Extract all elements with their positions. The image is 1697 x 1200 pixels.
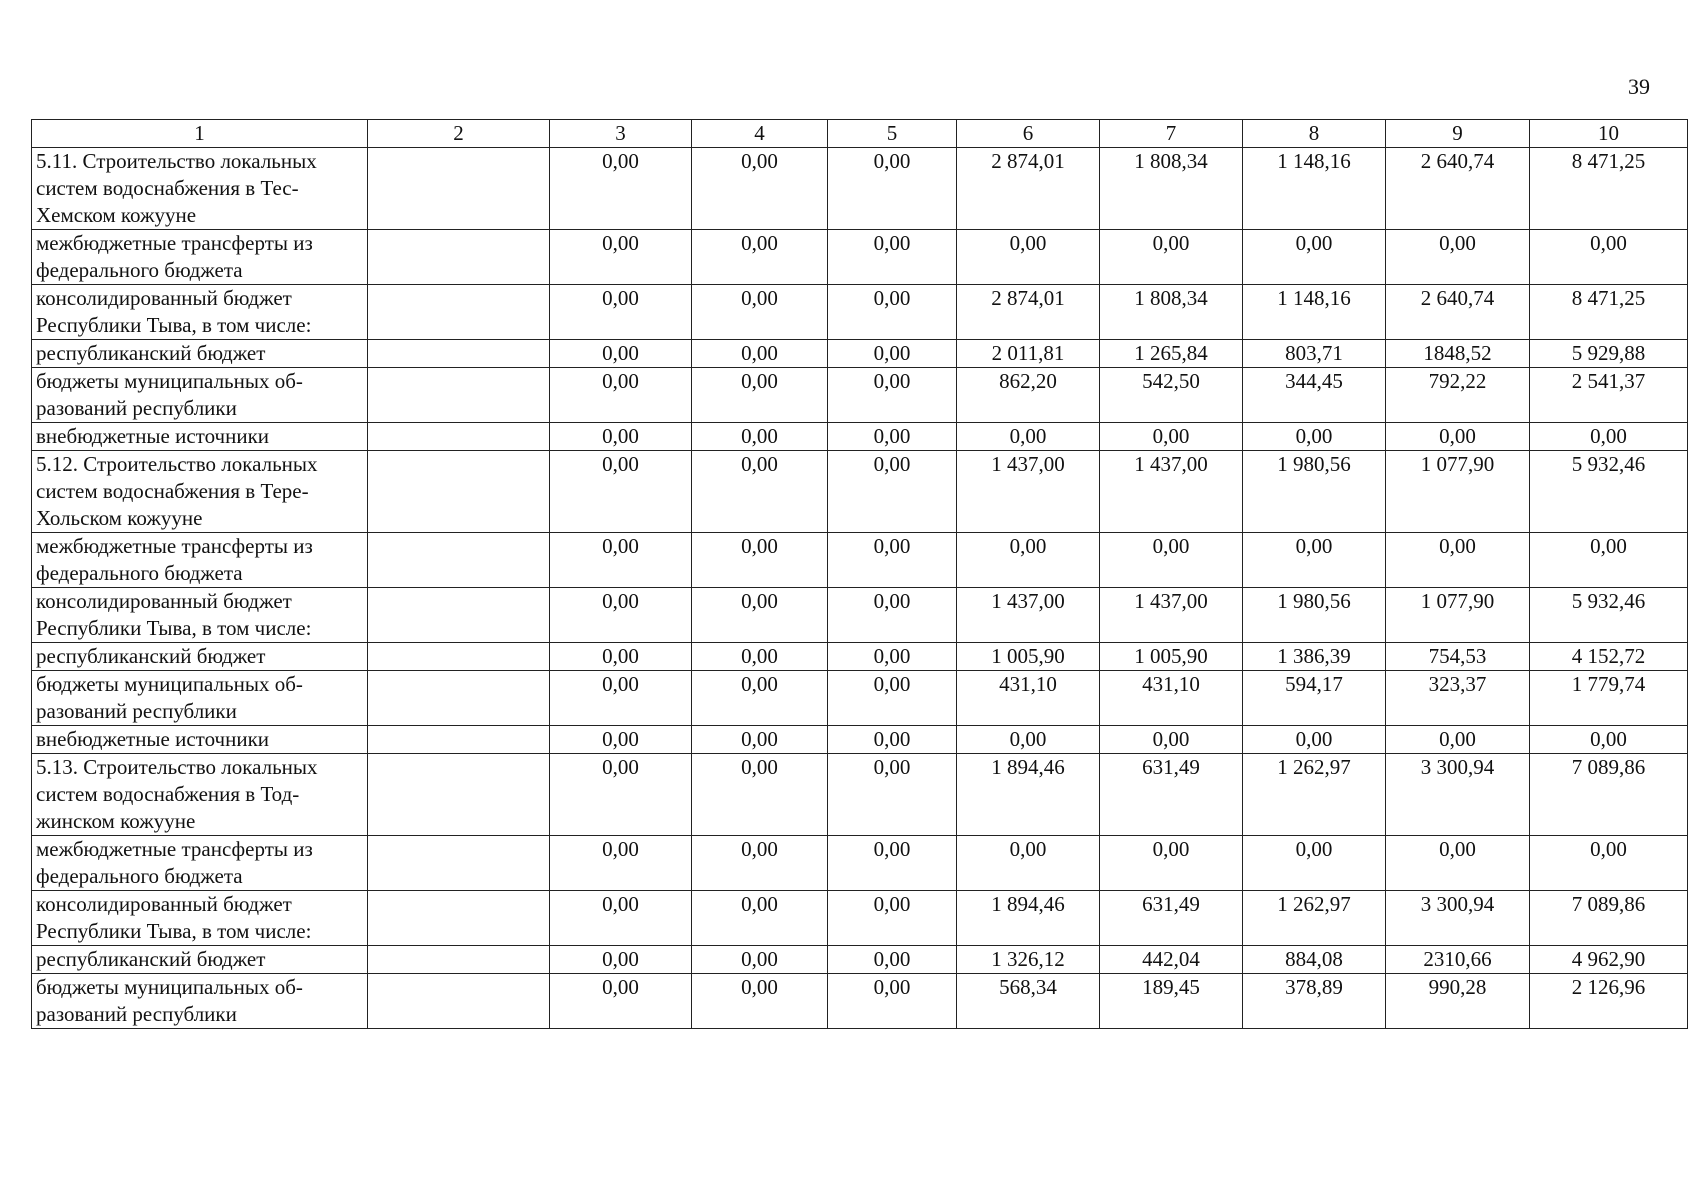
value-cell: 792,22	[1386, 368, 1530, 423]
value-cell: 803,71	[1243, 340, 1386, 368]
value-cell: 0,00	[692, 588, 828, 643]
column-header: 8	[1243, 120, 1386, 148]
value-cell: 5 929,88	[1530, 340, 1688, 368]
value-cell: 0,00	[828, 671, 957, 726]
value-cell: 1 148,16	[1243, 285, 1386, 340]
value-cell: 0,00	[692, 671, 828, 726]
table-row	[32, 340, 1688, 368]
value-cell: 0,00	[692, 451, 828, 533]
value-cell: 1 437,00	[957, 451, 1100, 533]
value-cell: 1 262,97	[1243, 754, 1386, 836]
empty-cell	[368, 285, 550, 340]
column-header: 1	[32, 120, 368, 148]
value-cell: 1 894,46	[957, 891, 1100, 946]
value-cell: 0,00	[692, 974, 828, 1029]
row-label: консолидированный бюджет Республики Тыва, в том числе:	[32, 588, 368, 643]
value-cell: 0,00	[550, 946, 692, 974]
row-label: 5.11. Строительство локальных систем водоснабжения в Тес-Хемском кожууне	[32, 148, 368, 230]
column-header: 5	[828, 120, 957, 148]
value-cell: 0,00	[1243, 230, 1386, 285]
value-cell: 3 300,94	[1386, 754, 1530, 836]
value-cell: 0,00	[692, 754, 828, 836]
value-cell: 0,00	[828, 340, 957, 368]
empty-cell	[368, 974, 550, 1029]
value-cell: 2 874,01	[957, 148, 1100, 230]
value-cell: 0,00	[828, 285, 957, 340]
row-label: 5.13. Строительство локальных систем водоснабжения в Тод-жинском кожууне	[32, 754, 368, 836]
empty-cell	[368, 891, 550, 946]
value-cell: 0,00	[828, 588, 957, 643]
table-row	[32, 230, 1688, 285]
empty-cell	[368, 946, 550, 974]
value-cell: 0,00	[828, 643, 957, 671]
value-cell: 0,00	[828, 946, 957, 974]
row-label: республиканский бюджет	[32, 643, 368, 671]
value-cell: 631,49	[1100, 891, 1243, 946]
row-label: внебюджетные источники	[32, 726, 368, 754]
value-cell: 2 541,37	[1530, 368, 1688, 423]
value-cell: 0,00	[957, 230, 1100, 285]
value-cell: 0,00	[692, 285, 828, 340]
value-cell: 0,00	[1243, 423, 1386, 451]
empty-cell	[368, 671, 550, 726]
column-header: 10	[1530, 120, 1688, 148]
value-cell: 754,53	[1386, 643, 1530, 671]
empty-cell	[368, 754, 550, 836]
value-cell: 594,17	[1243, 671, 1386, 726]
row-label: консолидированный бюджет Республики Тыва, в том числе:	[32, 891, 368, 946]
header-row	[32, 120, 1688, 148]
value-cell: 0,00	[550, 643, 692, 671]
value-cell: 1 265,84	[1100, 340, 1243, 368]
value-cell: 0,00	[692, 423, 828, 451]
column-header: 3	[550, 120, 692, 148]
value-cell: 0,00	[692, 643, 828, 671]
value-cell: 1 779,74	[1530, 671, 1688, 726]
table-row	[32, 423, 1688, 451]
value-cell: 5 932,46	[1530, 588, 1688, 643]
value-cell: 0,00	[550, 230, 692, 285]
value-cell: 1 808,34	[1100, 148, 1243, 230]
column-header: 4	[692, 120, 828, 148]
empty-cell	[368, 451, 550, 533]
value-cell: 0,00	[1530, 533, 1688, 588]
column-header: 9	[1386, 120, 1530, 148]
value-cell: 1 437,00	[957, 588, 1100, 643]
value-cell: 0,00	[828, 836, 957, 891]
value-cell: 0,00	[692, 946, 828, 974]
row-label: межбюджетные трансферты из федерального бюджета	[32, 836, 368, 891]
row-label: бюджеты муниципальных об-разований республики	[32, 671, 368, 726]
table-row	[32, 836, 1688, 891]
value-cell: 0,00	[550, 891, 692, 946]
table-row	[32, 451, 1688, 533]
value-cell: 990,28	[1386, 974, 1530, 1029]
value-cell: 884,08	[1243, 946, 1386, 974]
value-cell: 0,00	[1386, 533, 1530, 588]
value-cell: 1 077,90	[1386, 451, 1530, 533]
value-cell: 1 148,16	[1243, 148, 1386, 230]
budget-table	[31, 119, 1688, 1029]
value-cell: 0,00	[692, 726, 828, 754]
column-header: 7	[1100, 120, 1243, 148]
value-cell: 631,49	[1100, 754, 1243, 836]
row-label: бюджеты муниципальных об-разований республики	[32, 974, 368, 1029]
value-cell: 0,00	[550, 588, 692, 643]
value-cell: 0,00	[692, 891, 828, 946]
table-row	[32, 285, 1688, 340]
value-cell: 0,00	[550, 148, 692, 230]
table-body	[32, 148, 1688, 1029]
value-cell: 1 437,00	[1100, 588, 1243, 643]
value-cell: 0,00	[692, 340, 828, 368]
value-cell: 2310,66	[1386, 946, 1530, 974]
value-cell: 0,00	[828, 368, 957, 423]
value-cell: 1 005,90	[1100, 643, 1243, 671]
table-row	[32, 588, 1688, 643]
value-cell: 568,34	[957, 974, 1100, 1029]
value-cell: 542,50	[1100, 368, 1243, 423]
value-cell: 1 980,56	[1243, 588, 1386, 643]
value-cell: 0,00	[550, 836, 692, 891]
empty-cell	[368, 230, 550, 285]
value-cell: 0,00	[1100, 726, 1243, 754]
empty-cell	[368, 148, 550, 230]
empty-cell	[368, 423, 550, 451]
value-cell: 0,00	[1243, 836, 1386, 891]
value-cell: 8 471,25	[1530, 148, 1688, 230]
value-cell: 442,04	[1100, 946, 1243, 974]
value-cell: 378,89	[1243, 974, 1386, 1029]
empty-cell	[368, 368, 550, 423]
table-header	[32, 120, 1688, 148]
value-cell: 1 326,12	[957, 946, 1100, 974]
row-label: 5.12. Строительство локальных систем водоснабжения в Тере-Хольском кожууне	[32, 451, 368, 533]
table-row	[32, 368, 1688, 423]
row-label: бюджеты муниципальных об-разований республики	[32, 368, 368, 423]
value-cell: 1 894,46	[957, 754, 1100, 836]
value-cell: 1 980,56	[1243, 451, 1386, 533]
value-cell: 1 808,34	[1100, 285, 1243, 340]
row-label: межбюджетные трансферты из федерального бюджета	[32, 533, 368, 588]
value-cell: 0,00	[1530, 423, 1688, 451]
value-cell: 2 874,01	[957, 285, 1100, 340]
value-cell: 2 126,96	[1530, 974, 1688, 1029]
table-row	[32, 974, 1688, 1029]
value-cell: 1 437,00	[1100, 451, 1243, 533]
table-row	[32, 726, 1688, 754]
empty-cell	[368, 588, 550, 643]
value-cell: 0,00	[1100, 230, 1243, 285]
value-cell: 323,37	[1386, 671, 1530, 726]
value-cell: 0,00	[828, 148, 957, 230]
table-row	[32, 643, 1688, 671]
value-cell: 0,00	[957, 423, 1100, 451]
value-cell: 0,00	[828, 726, 957, 754]
value-cell: 0,00	[828, 230, 957, 285]
value-cell: 7 089,86	[1530, 754, 1688, 836]
value-cell: 8 471,25	[1530, 285, 1688, 340]
value-cell: 0,00	[828, 974, 957, 1029]
value-cell: 0,00	[1530, 230, 1688, 285]
value-cell: 0,00	[692, 533, 828, 588]
value-cell: 0,00	[1386, 836, 1530, 891]
value-cell: 7 089,86	[1530, 891, 1688, 946]
empty-cell	[368, 836, 550, 891]
table-row	[32, 533, 1688, 588]
value-cell: 0,00	[550, 451, 692, 533]
value-cell: 0,00	[828, 754, 957, 836]
value-cell: 2 640,74	[1386, 148, 1530, 230]
value-cell: 0,00	[692, 148, 828, 230]
table-row	[32, 946, 1688, 974]
value-cell: 2 011,81	[957, 340, 1100, 368]
value-cell: 344,45	[1243, 368, 1386, 423]
value-cell: 862,20	[957, 368, 1100, 423]
value-cell: 0,00	[550, 533, 692, 588]
table-row	[32, 891, 1688, 946]
value-cell: 0,00	[550, 285, 692, 340]
value-cell: 1 386,39	[1243, 643, 1386, 671]
value-cell: 0,00	[550, 340, 692, 368]
value-cell: 0,00	[692, 230, 828, 285]
value-cell: 1848,52	[1386, 340, 1530, 368]
value-cell: 0,00	[692, 836, 828, 891]
row-label: республиканский бюджет	[32, 340, 368, 368]
value-cell: 0,00	[1100, 533, 1243, 588]
value-cell: 3 300,94	[1386, 891, 1530, 946]
value-cell: 0,00	[828, 423, 957, 451]
value-cell: 0,00	[1243, 533, 1386, 588]
value-cell: 0,00	[1386, 726, 1530, 754]
table-row	[32, 671, 1688, 726]
value-cell: 0,00	[1530, 726, 1688, 754]
value-cell: 1 005,90	[957, 643, 1100, 671]
empty-cell	[368, 533, 550, 588]
value-cell: 0,00	[550, 726, 692, 754]
value-cell: 1 077,90	[1386, 588, 1530, 643]
value-cell: 0,00	[1100, 423, 1243, 451]
value-cell: 0,00	[1243, 726, 1386, 754]
value-cell: 0,00	[692, 368, 828, 423]
value-cell: 0,00	[957, 726, 1100, 754]
row-label: межбюджетные трансферты из федерального бюджета	[32, 230, 368, 285]
table-row	[32, 754, 1688, 836]
value-cell: 0,00	[828, 533, 957, 588]
value-cell: 189,45	[1100, 974, 1243, 1029]
value-cell: 4 962,90	[1530, 946, 1688, 974]
row-label: внебюджетные источники	[32, 423, 368, 451]
value-cell: 0,00	[550, 754, 692, 836]
value-cell: 431,10	[1100, 671, 1243, 726]
value-cell: 2 640,74	[1386, 285, 1530, 340]
value-cell: 0,00	[957, 533, 1100, 588]
row-label: консолидированный бюджет Республики Тыва, в том числе:	[32, 285, 368, 340]
table-row	[32, 148, 1688, 230]
value-cell: 0,00	[1100, 836, 1243, 891]
empty-cell	[368, 726, 550, 754]
empty-cell	[368, 340, 550, 368]
value-cell: 0,00	[550, 671, 692, 726]
value-cell: 0,00	[550, 974, 692, 1029]
column-header: 2	[368, 120, 550, 148]
value-cell: 0,00	[1530, 836, 1688, 891]
value-cell: 0,00	[1386, 423, 1530, 451]
empty-cell	[368, 643, 550, 671]
value-cell: 5 932,46	[1530, 451, 1688, 533]
row-label: республиканский бюджет	[32, 946, 368, 974]
value-cell: 4 152,72	[1530, 643, 1688, 671]
value-cell: 0,00	[550, 368, 692, 423]
value-cell: 0,00	[550, 423, 692, 451]
value-cell: 0,00	[828, 451, 957, 533]
column-header: 6	[957, 120, 1100, 148]
value-cell: 0,00	[957, 836, 1100, 891]
value-cell: 0,00	[828, 891, 957, 946]
value-cell: 1 262,97	[1243, 891, 1386, 946]
value-cell: 0,00	[1386, 230, 1530, 285]
page-number: 39	[1628, 74, 1650, 99]
value-cell: 431,10	[957, 671, 1100, 726]
